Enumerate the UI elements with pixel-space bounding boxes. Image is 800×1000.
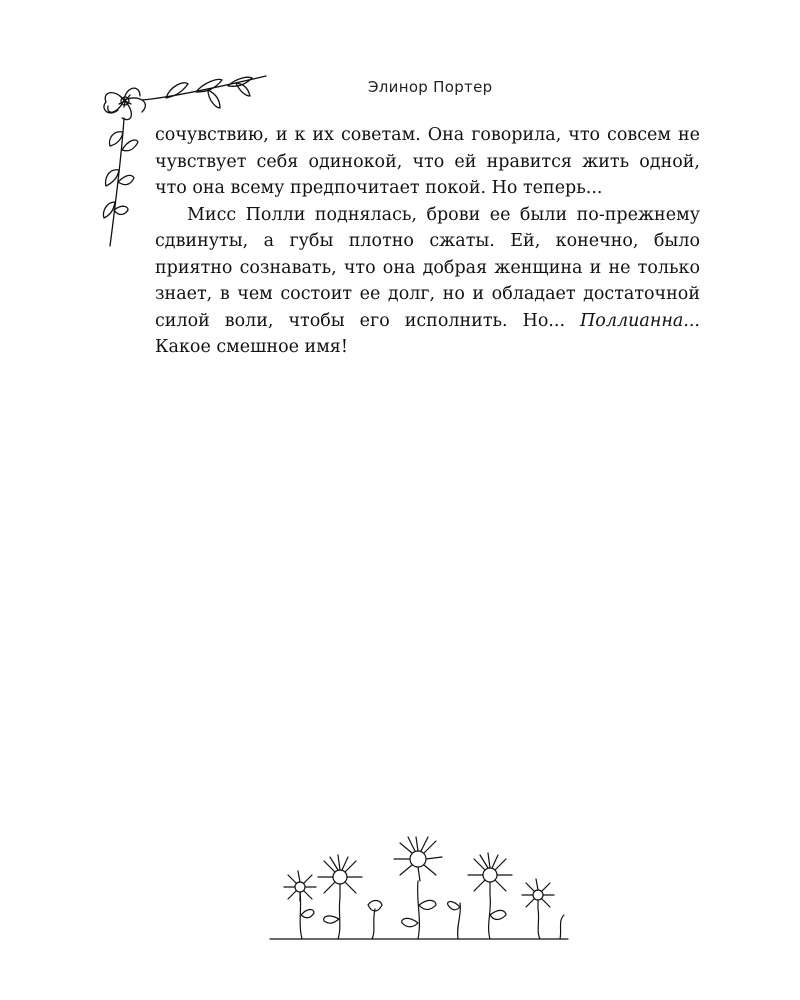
- paragraph: сочувствию, и к их советам. Она говорила, что совсем не чувствует себя одинокой, что ей нравится жить одной, что она всему предпочитает покой. Но теперь...: [155, 125, 700, 198]
- daisy-icon: [284, 871, 316, 939]
- paragraph-text: Какое смешное имя!: [155, 337, 348, 357]
- daisy-icon: [318, 855, 362, 939]
- flower-icon: [104, 88, 145, 119]
- bud-icon: [368, 901, 382, 940]
- paragraph: [155, 202, 700, 361]
- daisy-icon: [468, 853, 512, 939]
- daisy-icon: [394, 837, 442, 939]
- daisies-border-ornament: [268, 835, 588, 945]
- daisy-icon: [522, 879, 554, 939]
- page-text: [155, 122, 700, 361]
- running-title: Элинор Портер: [368, 78, 493, 96]
- italic-name: Поллианна...: [580, 310, 700, 331]
- paragraph-text: Мисс Полли поднялась, брови ее были по-прежнему сдвинуты, а губы плотно сжаты. Ей, конечно, было приятно сознавать, что она добрая женщина и не только знает, в чем состоит ее долг, но и обладает достаточной силой воли, чтобы его исполнить. Но...: [155, 204, 700, 331]
